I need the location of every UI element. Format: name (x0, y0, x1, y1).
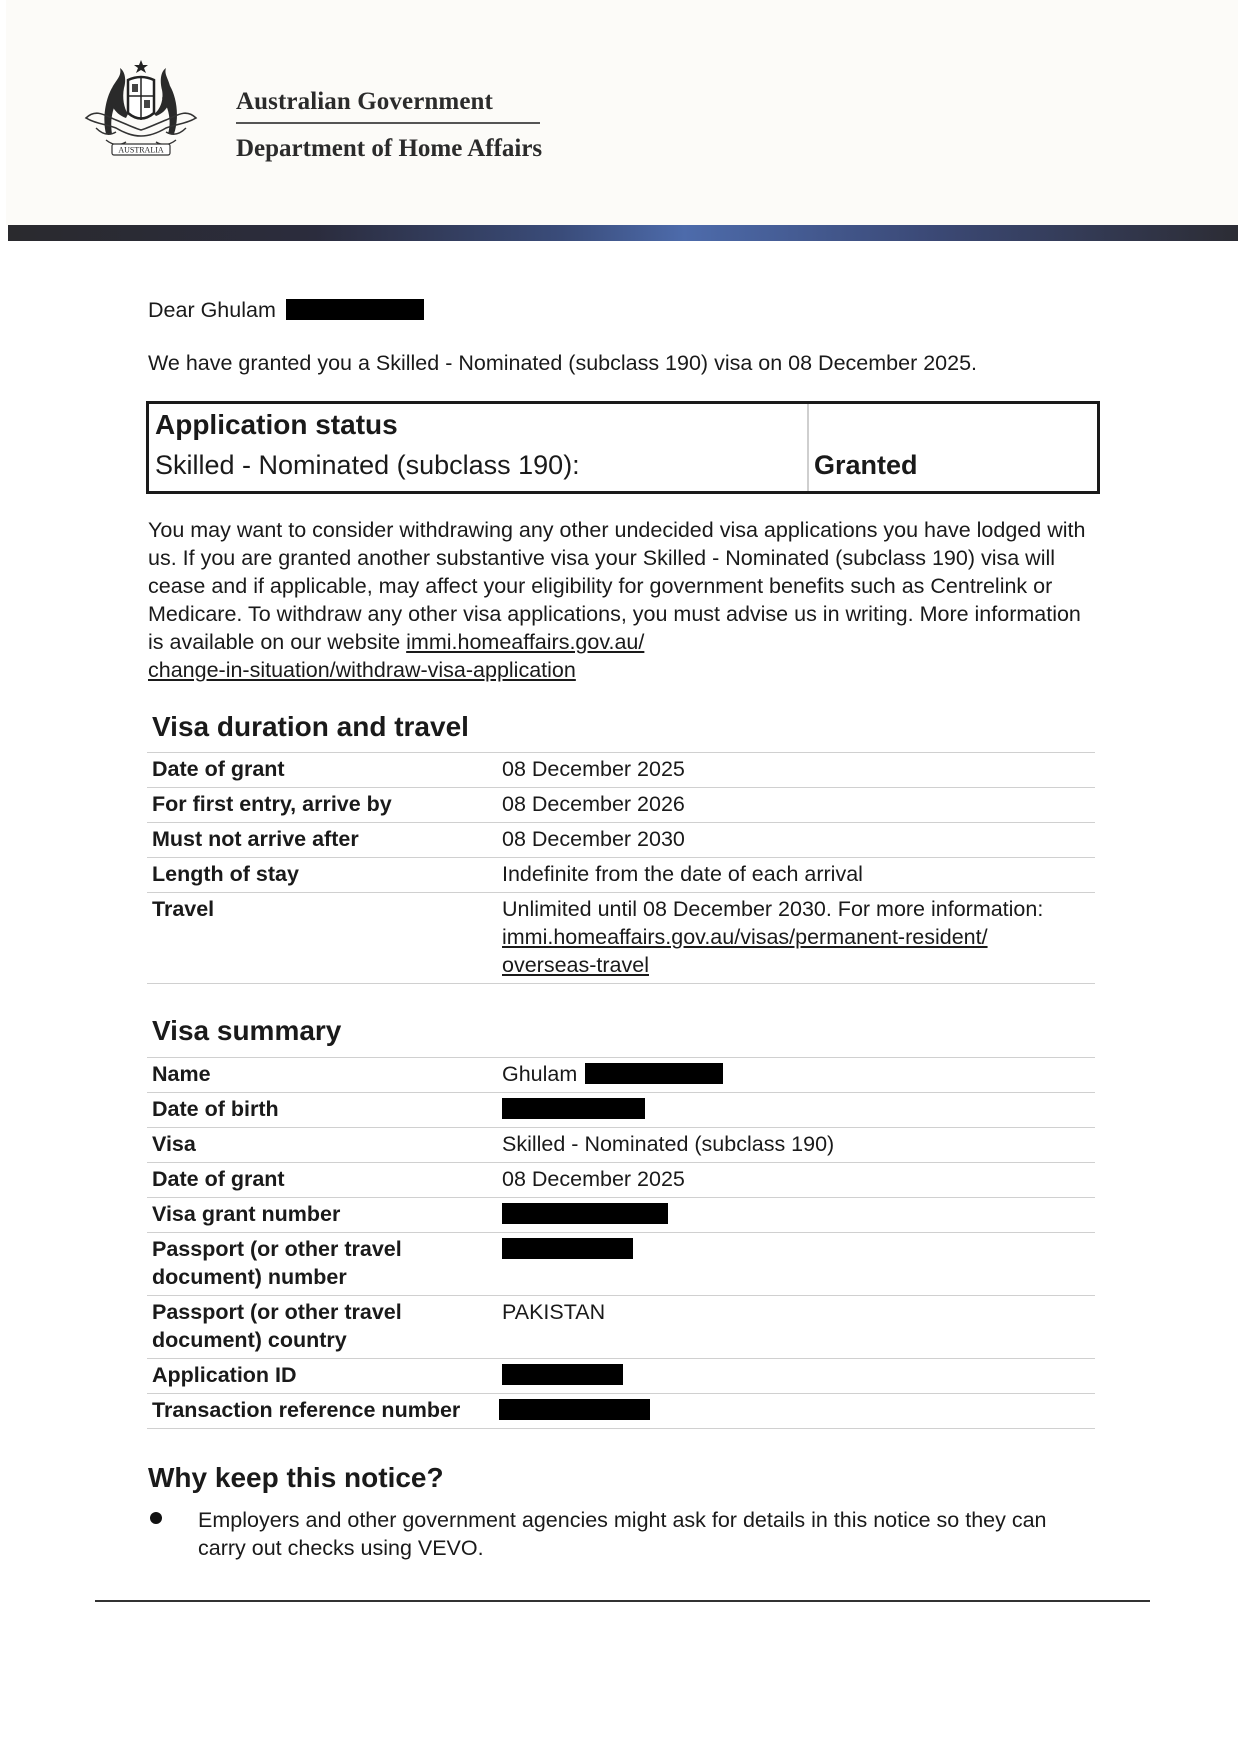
duration-section-title: Visa duration and travel (152, 711, 469, 742)
row-value: Indefinite from the date of each arrival (502, 862, 863, 886)
label-line: Passport (or other travel (152, 1237, 402, 1261)
name-value: Ghulam (502, 1062, 578, 1086)
label-line: Passport (or other travel (152, 1300, 402, 1324)
application-status-box (146, 401, 1100, 494)
salutation (148, 296, 424, 324)
row-value (502, 1396, 1092, 1424)
header-color-bar (8, 225, 1238, 241)
overseas-travel-link[interactable] (502, 925, 988, 977)
table-row (147, 1162, 1095, 1197)
row-label: Name (152, 1062, 211, 1086)
travel-link-part2: overseas-travel (502, 953, 649, 977)
row-label: Date of grant (152, 757, 285, 781)
row-label: Transaction reference number (152, 1398, 461, 1422)
row-label: Visa (152, 1132, 196, 1156)
row-value: 08 December 2025 (502, 757, 685, 781)
status-value: Granted (814, 450, 918, 480)
row-value: 08 December 2026 (502, 792, 685, 816)
row-value (502, 1200, 1092, 1228)
redacted-surname (286, 299, 424, 320)
coat-of-arms-logo (76, 58, 206, 168)
travel-value-text: Unlimited until 08 December 2030. For more information: (502, 897, 1044, 921)
row-label: Visa grant number (152, 1202, 341, 1226)
table-row (147, 1393, 1095, 1429)
withdraw-link-part2: change-in-situation/withdraw-visa-application (148, 658, 576, 682)
summary-table (147, 1057, 1095, 1429)
row-value (502, 895, 1092, 979)
row-label: Length of stay (152, 862, 299, 886)
table-row (147, 1092, 1095, 1127)
row-value: 08 December 2025 (502, 1167, 685, 1191)
row-label (152, 1235, 492, 1291)
row-value: PAKISTAN (502, 1300, 606, 1324)
salutation-text: Dear Ghulam (148, 298, 276, 322)
row-value: Skilled - Nominated (subclass 190) (502, 1132, 835, 1156)
redacted-transaction-reference (499, 1399, 650, 1420)
table-row (147, 822, 1095, 857)
summary-section-title: Visa summary (152, 1015, 342, 1046)
row-label: Application ID (152, 1363, 297, 1387)
redacted-date-of-birth (502, 1098, 645, 1119)
redacted-application-id (502, 1364, 623, 1385)
row-label: Date of grant (152, 1167, 285, 1191)
redacted-passport-number (502, 1238, 633, 1259)
status-divider (807, 404, 809, 491)
table-row (147, 1295, 1095, 1358)
row-value (502, 1361, 1092, 1389)
table-row (147, 1232, 1095, 1295)
row-value: 08 December 2030 (502, 827, 685, 851)
withdraw-link-part1: immi.homeaffairs.gov.au/ (406, 630, 645, 654)
label-line: document) country (152, 1328, 347, 1352)
row-value (502, 1235, 1092, 1263)
table-row (147, 1127, 1095, 1162)
label-line: document) number (152, 1265, 347, 1289)
table-row (147, 1057, 1095, 1092)
table-row (147, 1197, 1095, 1232)
table-row (147, 857, 1095, 892)
redacted-visa-grant-number (502, 1203, 668, 1224)
row-value (502, 1095, 1092, 1123)
crest-banner-text: AUSTRALIA (118, 145, 164, 155)
duration-table (147, 752, 1095, 984)
status-visa-label: Skilled - Nominated (subclass 190): (155, 450, 580, 480)
table-row (147, 787, 1095, 822)
agency-name-block (236, 88, 542, 163)
grant-intro: We have granted you a Skilled - Nominated (subclass 190) visa on 08 December 2025. (148, 351, 977, 375)
row-label (152, 1298, 492, 1354)
why-bullet-text: Employers and other government agencies might ask for details in this notice so they can carry out checks using VEVO. (198, 1508, 1047, 1560)
table-row (147, 752, 1095, 787)
withdrawal-notice-text: You may want to consider withdrawing any other undecided visa applications you have lodged with us. If you are granted another substantive visa your Skilled - Nominated (subclass 190) visa will cease and if applicable, may affect your eligibility for government benefits such as Centrelink or Medicare. To withdraw any other visa applications, you must advise us in writing. More information is available on our website (148, 518, 1086, 654)
why-section-title: Why keep this notice? (148, 1462, 444, 1493)
table-row-travel (147, 892, 1095, 984)
agency-name: Australian Government (236, 88, 493, 115)
table-row (147, 1358, 1095, 1393)
row-label: Must not arrive after (152, 827, 359, 851)
letterhead (6, 0, 1238, 225)
row-label: For first entry, arrive by (152, 792, 392, 816)
row-label: Date of birth (152, 1097, 279, 1121)
status-title: Application status (155, 409, 398, 440)
redacted-surname (585, 1063, 723, 1084)
footer-divider (95, 1600, 1150, 1602)
agency-divider (236, 122, 540, 124)
department-name: Department of Home Affairs (236, 134, 543, 162)
row-label: Travel (152, 897, 215, 921)
row-value (502, 1060, 1092, 1088)
withdrawal-notice (148, 516, 1098, 684)
bullet-icon (150, 1512, 162, 1524)
travel-link-part1: immi.homeaffairs.gov.au/visas/permanent-resident/ (502, 925, 988, 949)
